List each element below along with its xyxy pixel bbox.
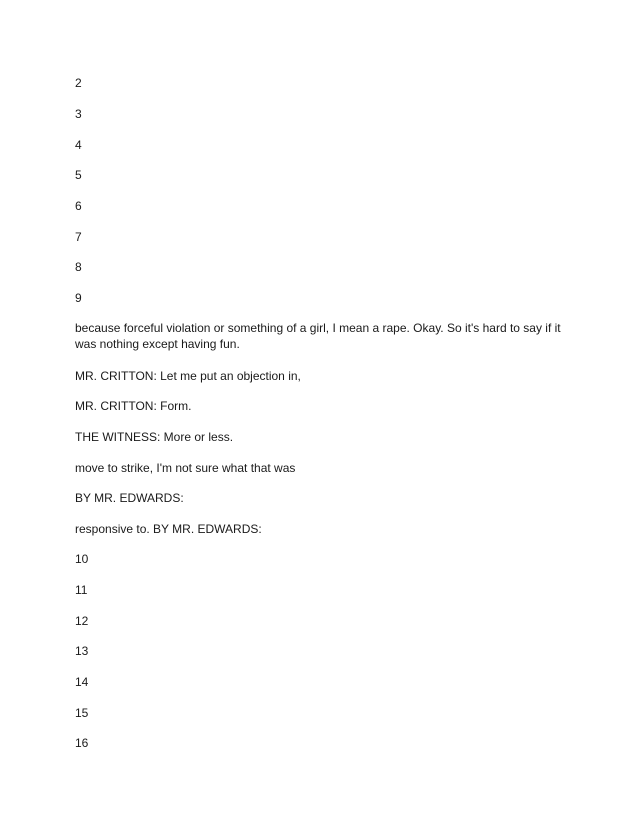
line-number-11: 11 xyxy=(75,583,88,597)
witness-line: THE WITNESS: More or less. xyxy=(75,430,234,444)
by-edwards-line: BY MR. EDWARDS: xyxy=(75,491,184,505)
line-number-6: 6 xyxy=(75,199,82,213)
line-number-3: 3 xyxy=(75,107,82,121)
testimony-paragraph: because forceful violation or something of a girl, I mean a rape. Okay. So it's hard to say if it was nothing except having fun. xyxy=(75,321,561,351)
line-number-4: 4 xyxy=(75,138,82,152)
line-number-7: 7 xyxy=(75,230,82,244)
line-number-8: 8 xyxy=(75,260,82,274)
responsive-line: responsive to. BY MR. EDWARDS: xyxy=(75,522,262,536)
line-number-10: 10 xyxy=(75,552,89,566)
line-number-5: 5 xyxy=(75,168,82,182)
line-number-13: 13 xyxy=(75,644,89,658)
critton-form-line: MR. CRITTON: Form. xyxy=(75,399,192,413)
line-number-2: 2 xyxy=(75,76,82,90)
move-to-strike-line: move to strike, I'm not sure what that was xyxy=(75,461,296,475)
line-number-12: 12 xyxy=(75,614,89,628)
line-number-16: 16 xyxy=(75,736,89,750)
critton-objection-line: MR. CRITTON: Let me put an objection in, xyxy=(75,369,301,383)
line-number-15: 15 xyxy=(75,706,89,720)
line-number-14: 14 xyxy=(75,675,89,689)
line-number-9: 9 xyxy=(75,291,82,305)
